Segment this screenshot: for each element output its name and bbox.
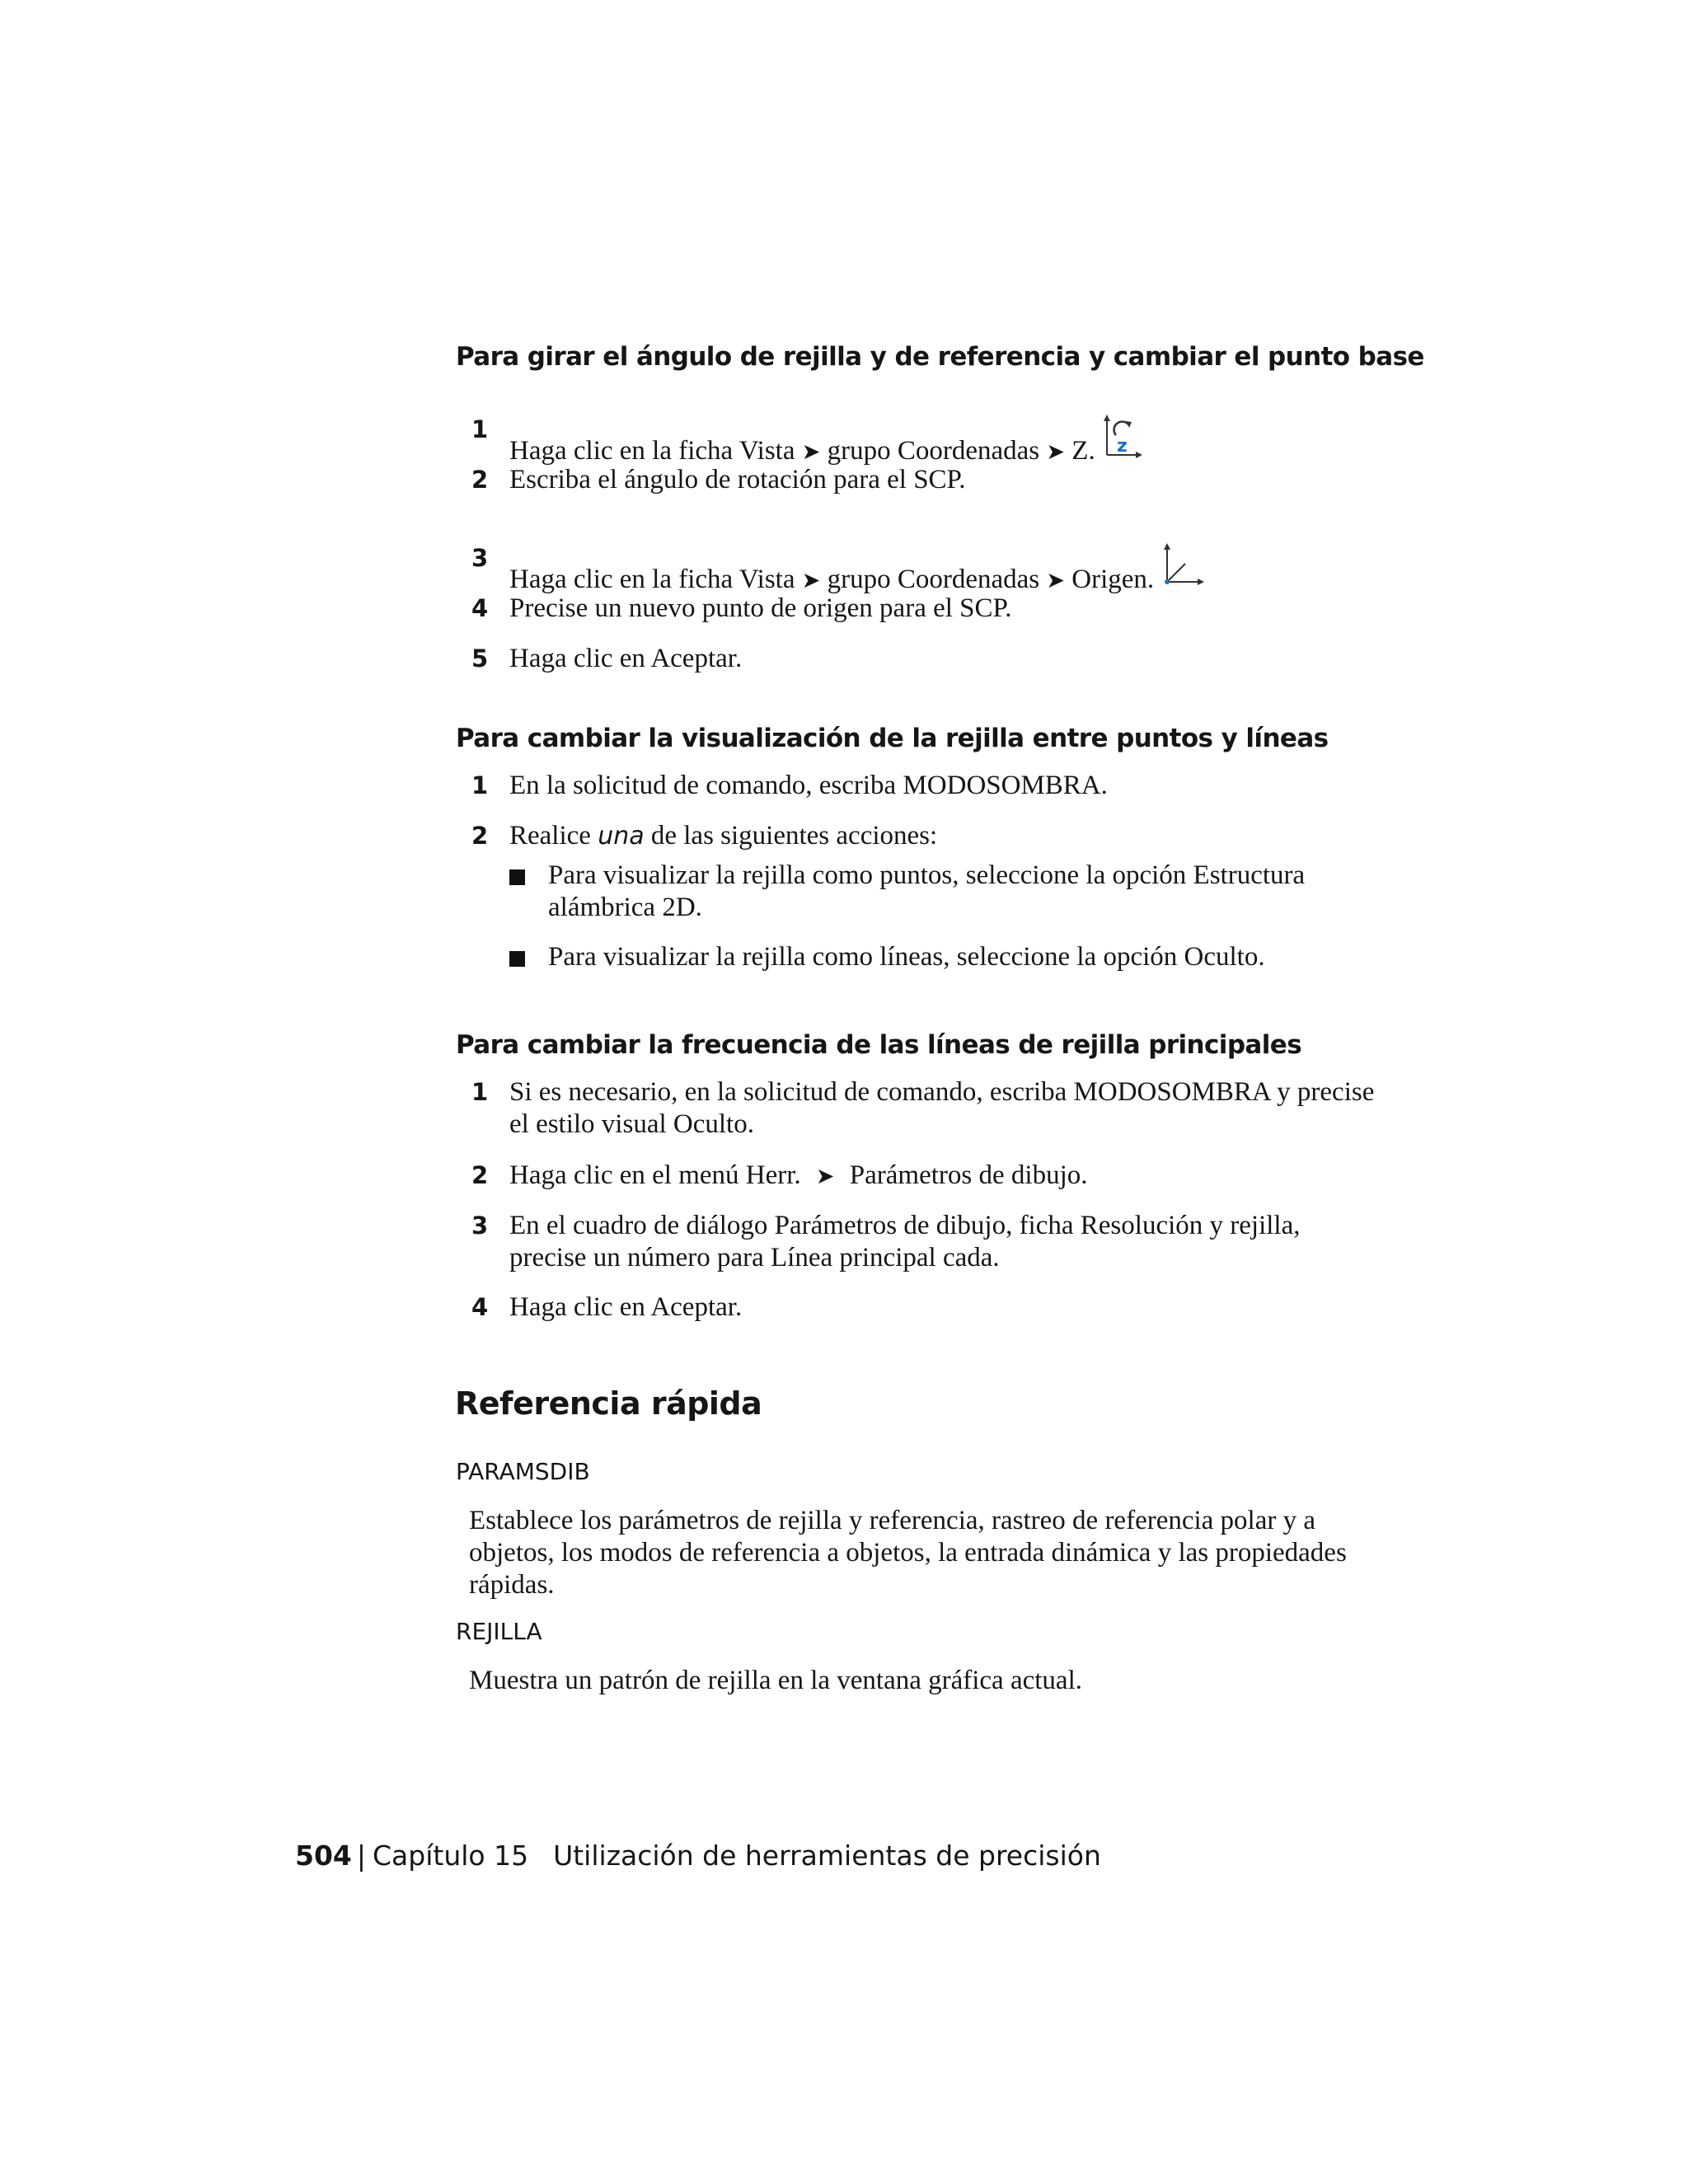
- step-number: 5: [471, 644, 489, 673]
- bullet-square-icon: [509, 951, 525, 967]
- step-number: 1: [471, 771, 489, 799]
- arrow-icon: ➤: [801, 439, 821, 465]
- task-heading-grid-display: Para cambiar la visualización de la rejilla entre puntos y líneas: [456, 724, 1329, 753]
- chapter-title: Utilización de herramientas de precisión: [553, 1840, 1101, 1872]
- task-heading-rotate-grid: Para girar el ángulo de rejilla y de referencia y cambiar el punto base: [456, 342, 1424, 372]
- step-number: 4: [471, 1293, 489, 1321]
- page-footer: [295, 1838, 1101, 1874]
- command-description: Establece los parámetros de rejilla y referencia, rastreo de referencia polar y a objetos, los modos de referencia a objetos, la entrada dinámica y las propiedades rápidas.: [469, 1506, 1347, 1600]
- task-heading-major-lines: Para cambiar la frecuencia de las líneas de rejilla principales: [456, 1030, 1302, 1060]
- step-number: 4: [471, 594, 489, 622]
- arrow-icon: ➤: [1046, 439, 1066, 465]
- command-name-rejilla: REJILLA: [456, 1618, 542, 1645]
- command-description: Muestra un patrón de rejilla en la ventana gráfica actual.: [469, 1666, 1082, 1695]
- footer-separator: |: [356, 1840, 367, 1872]
- step-number: 3: [471, 1212, 489, 1240]
- arrow-icon: ➤: [801, 568, 821, 593]
- arrow-icon: ➤: [815, 1164, 835, 1189]
- arrow-icon: ➤: [1046, 568, 1066, 593]
- ucs-origin-icon: [1160, 542, 1205, 597]
- bullet-square-icon: [509, 869, 525, 885]
- command-name-paramsdib: PARAMSDIB: [456, 1458, 590, 1485]
- step-number: 1: [471, 415, 489, 443]
- page-number: 504: [295, 1840, 352, 1872]
- svg-text:z: z: [1116, 436, 1128, 457]
- step-number: 3: [471, 544, 489, 572]
- chapter-label: Capítulo 15: [373, 1840, 529, 1872]
- step-number: 1: [471, 1078, 489, 1106]
- step-number: 2: [471, 1161, 489, 1189]
- ucs-z-rotate-icon: [1102, 414, 1143, 468]
- step-number: 2: [471, 466, 489, 494]
- step-number: 2: [471, 822, 489, 850]
- section-heading-quick-reference: Referencia rápida: [455, 1385, 762, 1422]
